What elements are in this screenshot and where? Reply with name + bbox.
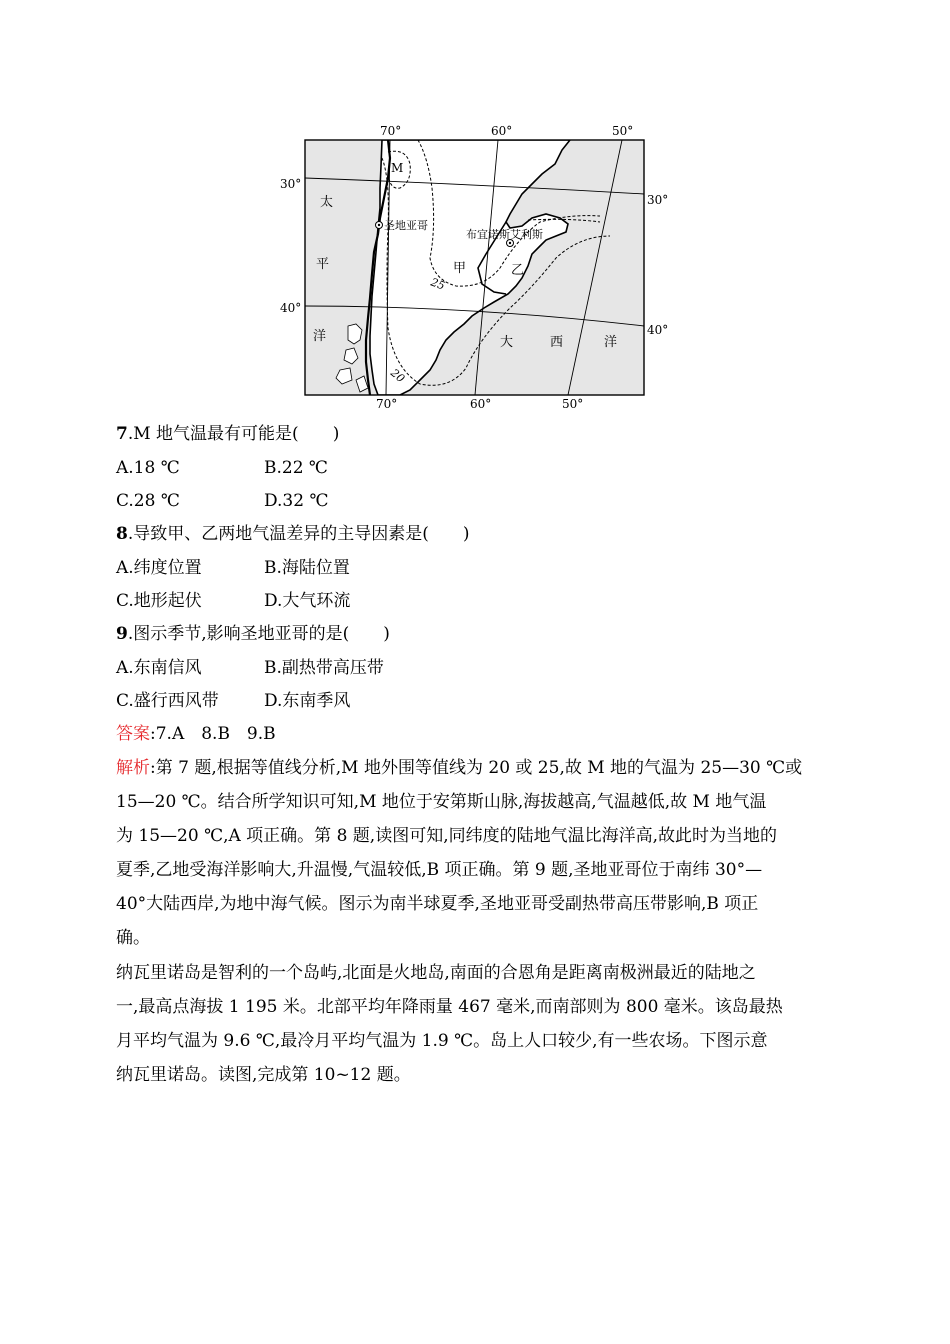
label-buenos-aires: 布宜诺斯艾利斯	[466, 228, 543, 241]
south-america-isotherm-map	[270, 118, 680, 414]
lon-top-60: 60°	[491, 124, 513, 138]
analysis-line-3: 为 15—20 ℃,A 项正确。第 8 题,读图可知,同纬度的陆地气温比海洋高,故此时为当地的	[116, 826, 778, 846]
q7-option-d[interactable]: D.32 ℃	[264, 491, 329, 511]
intro-line-1: 纳瓦里诺岛是智利的一个岛屿,北面是火地岛,南面的合恩角是距离南极洲最近的陆地之	[116, 963, 756, 983]
label-jia: 甲	[453, 261, 467, 276]
question-9-number: 9	[116, 624, 128, 644]
analysis-line-5: 40°大陆西岸,为地中海气候。图示为南半球夏季,圣地亚哥受副热带高压带影响,B 项正	[116, 894, 759, 914]
lon-bottom-70: 70°	[376, 397, 398, 411]
intro-line-2: 一,最高点海拔 1 195 米。北部平均年降雨量 467 毫米,而南部则为 800 毫米。该岛最热	[116, 997, 783, 1017]
q9-option-a[interactable]: A.东南信风	[116, 658, 202, 678]
q9-option-d[interactable]: D.东南季风	[264, 691, 351, 711]
lon-bottom-60: 60°	[470, 397, 492, 411]
pacific-char-2: 平	[316, 257, 330, 272]
q8-option-a[interactable]: A.纬度位置	[116, 558, 202, 578]
pacific-char-1: 太	[320, 195, 334, 210]
atlantic-char-1: 大	[500, 335, 514, 350]
question-7-stem	[116, 422, 339, 446]
label-santiago: 圣地亚哥	[384, 219, 428, 232]
q8-option-b[interactable]: B.海陆位置	[264, 558, 350, 578]
question-7-text: .M 地气温最有可能是( )	[127, 424, 340, 444]
lon-top-70: 70°	[380, 124, 402, 138]
q9-option-c[interactable]: C.盛行西风带	[116, 691, 219, 711]
answer-text: :7.A 8.B 9.B	[150, 724, 276, 744]
pacific-char-3: 洋	[313, 329, 327, 344]
intro-paragraph	[116, 956, 836, 1092]
q7-option-c[interactable]: C.28 ℃	[116, 491, 180, 511]
lon-top-50: 50°	[612, 124, 634, 138]
analysis-line-4: 夏季,乙地受海洋影响大,升温慢,气温较低,B 项正确。第 9 题,圣地亚哥位于南纬 30°—	[116, 860, 763, 880]
question-8-text: .导致甲、乙两地气温差异的主导因素是( )	[127, 524, 470, 544]
lon-bottom-50: 50°	[562, 397, 584, 411]
analysis-line-1: :第 7 题,根据等值线分析,M 地外围等值线为 20 或 25,故 M 地的气温为 25—30 ℃或	[150, 758, 803, 778]
lat-right-40: 40°	[647, 323, 669, 337]
q8-option-d[interactable]: D.大气环流	[264, 591, 351, 611]
analysis-label: 解析	[116, 758, 150, 778]
atlantic-char-3: 洋	[604, 335, 618, 350]
question-8-stem	[116, 522, 470, 546]
q7-option-b[interactable]: B.22 ℃	[264, 458, 328, 478]
label-M: M	[391, 161, 404, 175]
isotherm-label-25: 25	[428, 275, 447, 293]
atlantic-char-2: 西	[550, 335, 564, 350]
analysis-paragraph	[116, 751, 836, 955]
isotherm-label-20: 20	[388, 366, 408, 386]
lat-left-40: 40°	[280, 301, 302, 315]
question-9-stem	[116, 622, 390, 646]
answer-line	[116, 722, 276, 746]
question-9-text: .图示季节,影响圣地亚哥的是( )	[127, 624, 390, 644]
analysis-line-2: 15—20 ℃。结合所学知识可知,M 地位于安第斯山脉,海拔越高,气温越低,故 M 地气温	[116, 792, 767, 812]
lat-left-30: 30°	[280, 177, 302, 191]
question-7-number: 7	[116, 424, 128, 444]
intro-line-3: 月平均气温为 9.6 ℃,最冷月平均气温为 1.9 ℃。岛上人口较少,有一些农场。下图示意	[116, 1031, 768, 1051]
answer-label: 答案	[116, 724, 150, 744]
intro-line-4: 纳瓦里诺岛。读图,完成第 10~12 题。	[116, 1065, 411, 1085]
label-yi: 乙	[511, 263, 525, 278]
question-8-number: 8	[116, 524, 128, 544]
q8-option-c[interactable]: C.地形起伏	[116, 591, 202, 611]
lat-right-30: 30°	[647, 193, 669, 207]
q7-option-a[interactable]: A.18 ℃	[116, 458, 180, 478]
analysis-line-6: 确。	[116, 928, 150, 948]
q9-option-b[interactable]: B.副热带高压带	[264, 658, 384, 678]
